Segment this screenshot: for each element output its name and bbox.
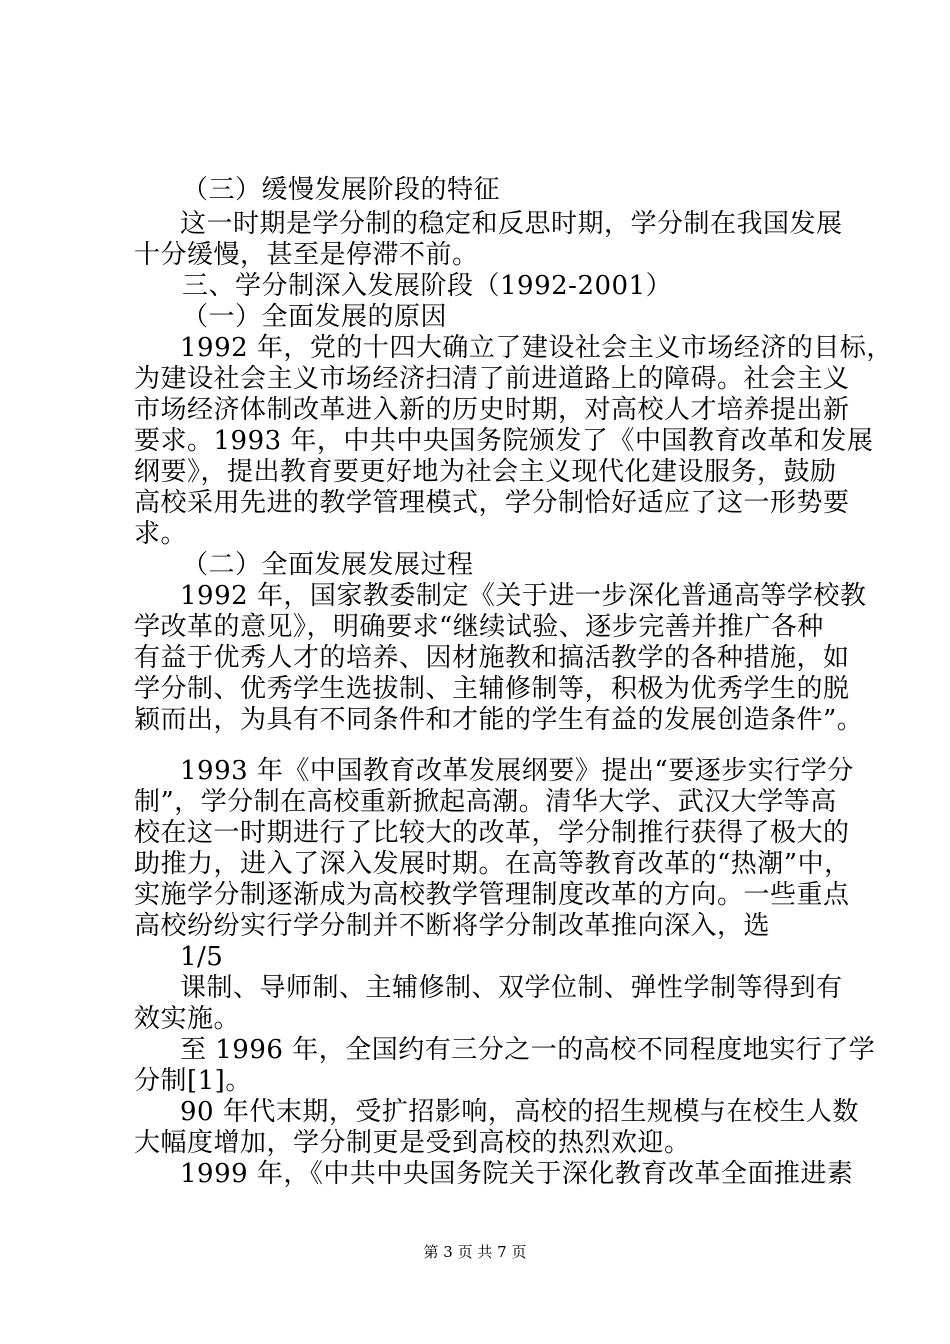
paragraph-line: 学改革的意见》，明确要求“继续试验、逐步完善并推广各种 [134, 612, 824, 642]
heading-comprehensive-reasons: （一）全面发展的原因 [182, 302, 448, 332]
paragraph-line: 分制[1]。 [134, 1066, 252, 1096]
heading-comprehensive-process: （二）全面发展发展过程 [182, 550, 474, 580]
paragraph-line: 助推力，进入了深入发展时期。在高等教育改革的“热潮”中， [134, 849, 851, 879]
paragraph-line: 要求。1993 年，中共中央国务院颁发了《中国教育改革和发展 [134, 426, 874, 456]
paragraph-line: 求。 [134, 519, 188, 549]
paragraph-line: 大幅度增加，学分制更是受到高校的热烈欢迎。 [134, 1128, 691, 1158]
page-footer: 第 3 页 共 7 页 [423, 1243, 527, 1261]
paragraph-line: 1993 年《中国教育改革发展纲要》提出“要逐步实行学分 [180, 756, 854, 786]
paragraph-line: 1992 年，国家教委制定《关于进一步深化普通高等学校教 [180, 581, 867, 611]
paragraph-line: 至 1996 年，全国约有三分之一的高校不同程度地实行了学 [180, 1035, 876, 1065]
inline-page-marker: 1/5 [180, 942, 224, 972]
paragraph-line: 1999 年，《中共中央国务院关于深化教育改革全面推进素 [180, 1159, 854, 1189]
paragraph-line: 为建设社会主义市场经济扫清了前进道路上的障碍。社会主义 [134, 364, 850, 394]
paragraph-line: 纲要》，提出教育要更好地为社会主义现代化建设服务，鼓励 [134, 457, 837, 487]
paragraph-line: 学分制、优秀学生选拔制、主辅修制等，积极为优秀学生的脱 [134, 674, 850, 704]
paragraph-line: 校在这一时期进行了比较大的改革，学分制推行获得了极大的 [134, 818, 850, 848]
paragraph-line: 效实施。 [134, 1004, 241, 1034]
paragraph-line: 市场经济体制改革进入新的历史时期，对高校人才培养提出新 [134, 395, 850, 425]
paragraph-line: 颖而出，为具有不同条件和才能的学生有益的发展创造条件”。 [134, 705, 864, 735]
heading-slow-development-features: （三）缓慢发展阶段的特征 [182, 175, 501, 205]
section-heading-deep-development: 三、学分制深入发展阶段（1992-2001） [182, 271, 673, 301]
paragraph-line: 制”，学分制在高校重新掀起高潮。清华大学、武汉大学等高 [134, 787, 837, 817]
paragraph-line: 十分缓慢，甚至是停滞不前。 [134, 240, 479, 270]
paragraph-line: 这一时期是学分制的稳定和反思时期，学分制在我国发展 [180, 209, 843, 239]
paragraph-line: 90 年代末期，受扩招影响，高校的招生规模与在校生人数 [180, 1097, 859, 1127]
paragraph-line: 高校采用先进的教学管理模式，学分制恰好适应了这一形势要 [134, 488, 850, 518]
paragraph-line: 有益于优秀人才的培养、因材施教和搞活教学的各种措施，如 [134, 643, 850, 673]
paragraph-line: 高校纷纷实行学分制并不断将学分制改革推向深入，选 [134, 911, 771, 941]
paragraph-line: 课制、导师制、主辅修制、双学位制、弹性学制等得到有 [180, 973, 843, 1003]
paragraph-line: 1992 年，党的十四大确立了建设社会主义市场经济的目标， [180, 333, 893, 363]
paragraph-line: 实施学分制逐渐成为高校教学管理制度改革的方向。一些重点 [134, 880, 850, 910]
